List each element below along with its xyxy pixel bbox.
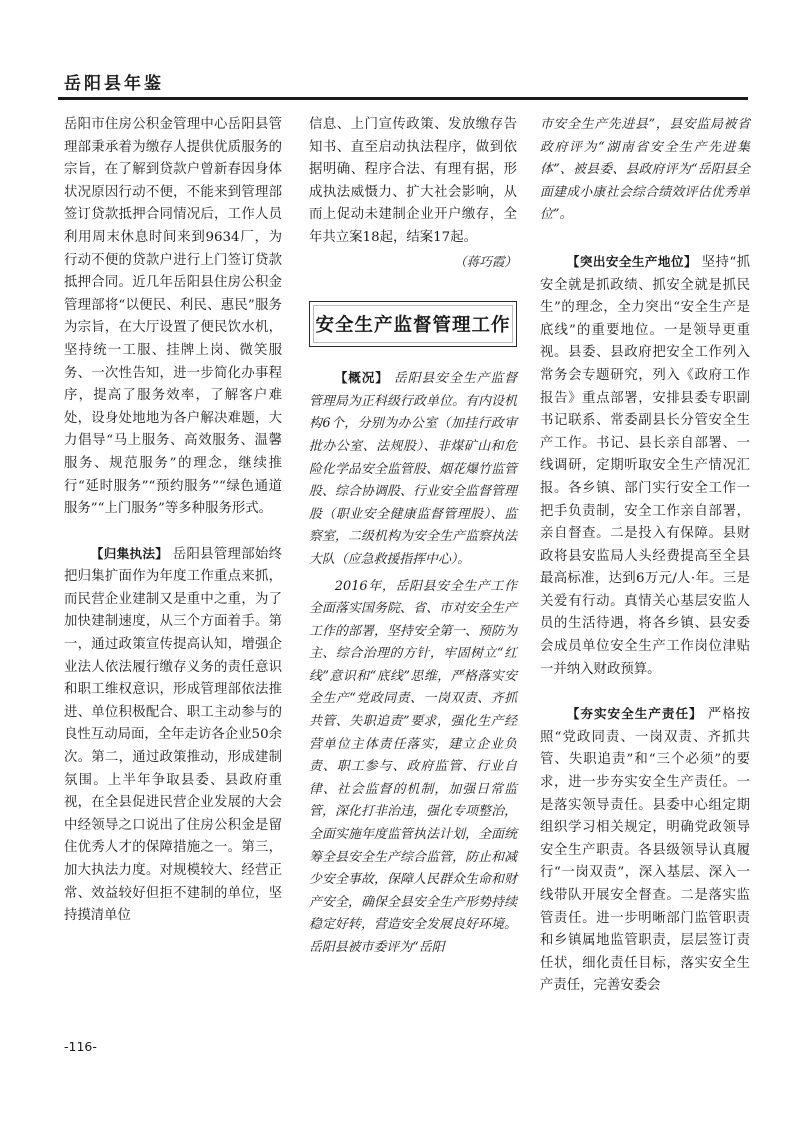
column-right [540,114,750,998]
author-signature: （蒋巧霞） [454,253,517,269]
paragraph-overview [309,367,517,571]
header-rule [58,97,748,100]
section-tag-overview: 【概况】 [334,370,389,386]
header-title: 岳阳县年鉴 [64,74,164,94]
page-number: -116- [64,1039,97,1054]
paragraph-highlight-safety-status [540,251,750,681]
section-title-safety-production: 安全生产监督管理工作 [309,301,517,347]
paragraph-overview-text: 岳阳县安全生产监督管理局为正科级行政单位。有内设机构6个，分别为办公室（加挂行政审批办公室、法规股）、非煤矿山和危险化学品安全监管股、烟花爆竹监管股、综合协调股、行业安全监督管理股（职业安全健康监督管理股）、监察室，二级机构为安全生产监察执法大队（应急救援指挥中心）。 [309,371,517,567]
paragraph-2016-safety-work: 2016年，岳阳县安全生产工作全面落实国务院、省、市对安全生产工作的部署，坚持安全第一、预防为主、综合治理的方针，牢固树立“红线”意识和“底线”思维，严格落实安全生产“党政同责、一岗双责、齐抓共管、失职追责”要求，强化生产经营单位主体责任落实，建立企业负责、职工参与、政府监管、行业自律、社会监督的机制，加强日常监管，深化打非治违，强化专项整治，全面实施年度监管执法计划，全面统筹全县安全生产综合监管，防止和减少安全事故，保障人民群众生命和财产安全，确保全县安全生产形势持续稳定好转，营造安全发展良好环境。岳阳县被市委评为“岳阳 [309,578,517,955]
paragraph-collection-enforcement [64,543,282,928]
paragraph-highlight-safety-status-text: 坚持“抓安全就是抓政绩、抓安全就是抓民生”的理念，全力突出“安全生产是底线”的重要地位。一是领导更重视。县委、县政府把安全工作列入常务会专题研究，列入《政府工作报告》重点部署，安排县委专职副书记联系、常委副县长分管安全生产工作。书记、县长亲自部署、一线调研，定期听取安全生产情况汇报。各乡镇、部门实行安全工作一把手负责制，安全工作亲自部署，亲自督查。二是投入有保障。县财政将县安监局人头经费提高至全县最高标准，达到6万元/人·年。三是关爱有行动。真情关心基层安监人员的生活待遇，将各乡镇、县安委会成员单位安全生产工作岗位津贴一并纳入财政预算。 [540,254,750,677]
section-tag-highlight-safety-status: 【突出安全生产地位】 [566,253,697,269]
paragraph-safety-responsibility [540,703,750,998]
paragraph-awards: 市安全生产先进县”，县安监局被省政府评为“湖南省安全生产先进集体”、被县委、县政府评为“岳阳县全面建成小康社会综合绩效评估优秀单位”。 [540,117,750,223]
column-left [64,114,282,928]
paragraph-housing-fund-service: 岳阳市住房公积金管理中心岳阳县管理部秉承着为缴存人提供优质服务的宗旨，在了解到贷款户曾新春因身体状况原因行动不便，不能来到管理部签订贷款抵押合同情况后，工作人员利用周末休息时间来到9634厂，为行动不便的贷款户进行上门签订贷款抵押合同。近几年岳阳县住房公积金管理部将“以便民、利民、惠民”服务为宗旨，在大厅设置了便民饮水机，坚持统一工服、挂牌上岗、微笑服务、一次性告知，进一步简化办事程序，提高了服务效率，了解客户难处，设身处地地为各户解决难题，大力倡导“马上服务、高效服务、温馨服务、规范服务”的理念，继续推行“延时服务”“预约服务”“绿色通道服务”“上门服务”等多种服务形式。 [64,117,282,517]
paragraph-enforcement-result: 信息、上门宣传政策、发放缴存告知书、直至启动执法程序，做到依据明确、程序合法、有理有据，形成执法威慑力、扩大社会影响，从而上促动未建制企业开户缴存，全年共立案18起，结案17起。 [309,117,517,245]
paragraph-collection-enforcement-text: 岳阳县管理部始终把归集扩面作为年度工作重点来抓，而民营企业建制又是重中之重，为了加快建制速度，从三个方面着手。第一，通过政策宣传提高认知，增强企业法人依法履行缴存义务的责任意识和职工维权意识，形成管理部依法推进、单位积极配合、职工主动参与的良性互动局面，全年走访各企业50余次。第二，通过政策推动，形成建制氛围。上半年争取县委、县政府重视，在全县促进民营企业发展的大会中经领导之口说出了住房公积金是留住优秀人才的保障措施之一。第三，加大执法力度。对规模较大、经营正常、效益较好但拒不建制的单位，坚持摸清单位 [64,546,282,924]
section-tag-safety-responsibility: 【夯实安全生产责任】 [566,706,703,722]
section-tag-collection-enforcement: 【归集执法】 [90,545,169,561]
column-middle [309,114,517,960]
paragraph-safety-responsibility-text: 严格按照“党政同责、一岗双责、齐抓共管、失职追责”和“三个必须”的要求，进一步夯实安全生产责任。一是落实领导责任。县委中心组定期组织学习相关规定，明确党政领导安全生产职责。各县级领导认真履行“一岗双责”，深入基层、深入一线带队开展安全督查。二是落实监管责任。进一步明晰部门监管职责和乡镇属地监管职责，层层签订责任状，细化责任目标，落实安全生产责任，完善安委会 [540,707,751,994]
